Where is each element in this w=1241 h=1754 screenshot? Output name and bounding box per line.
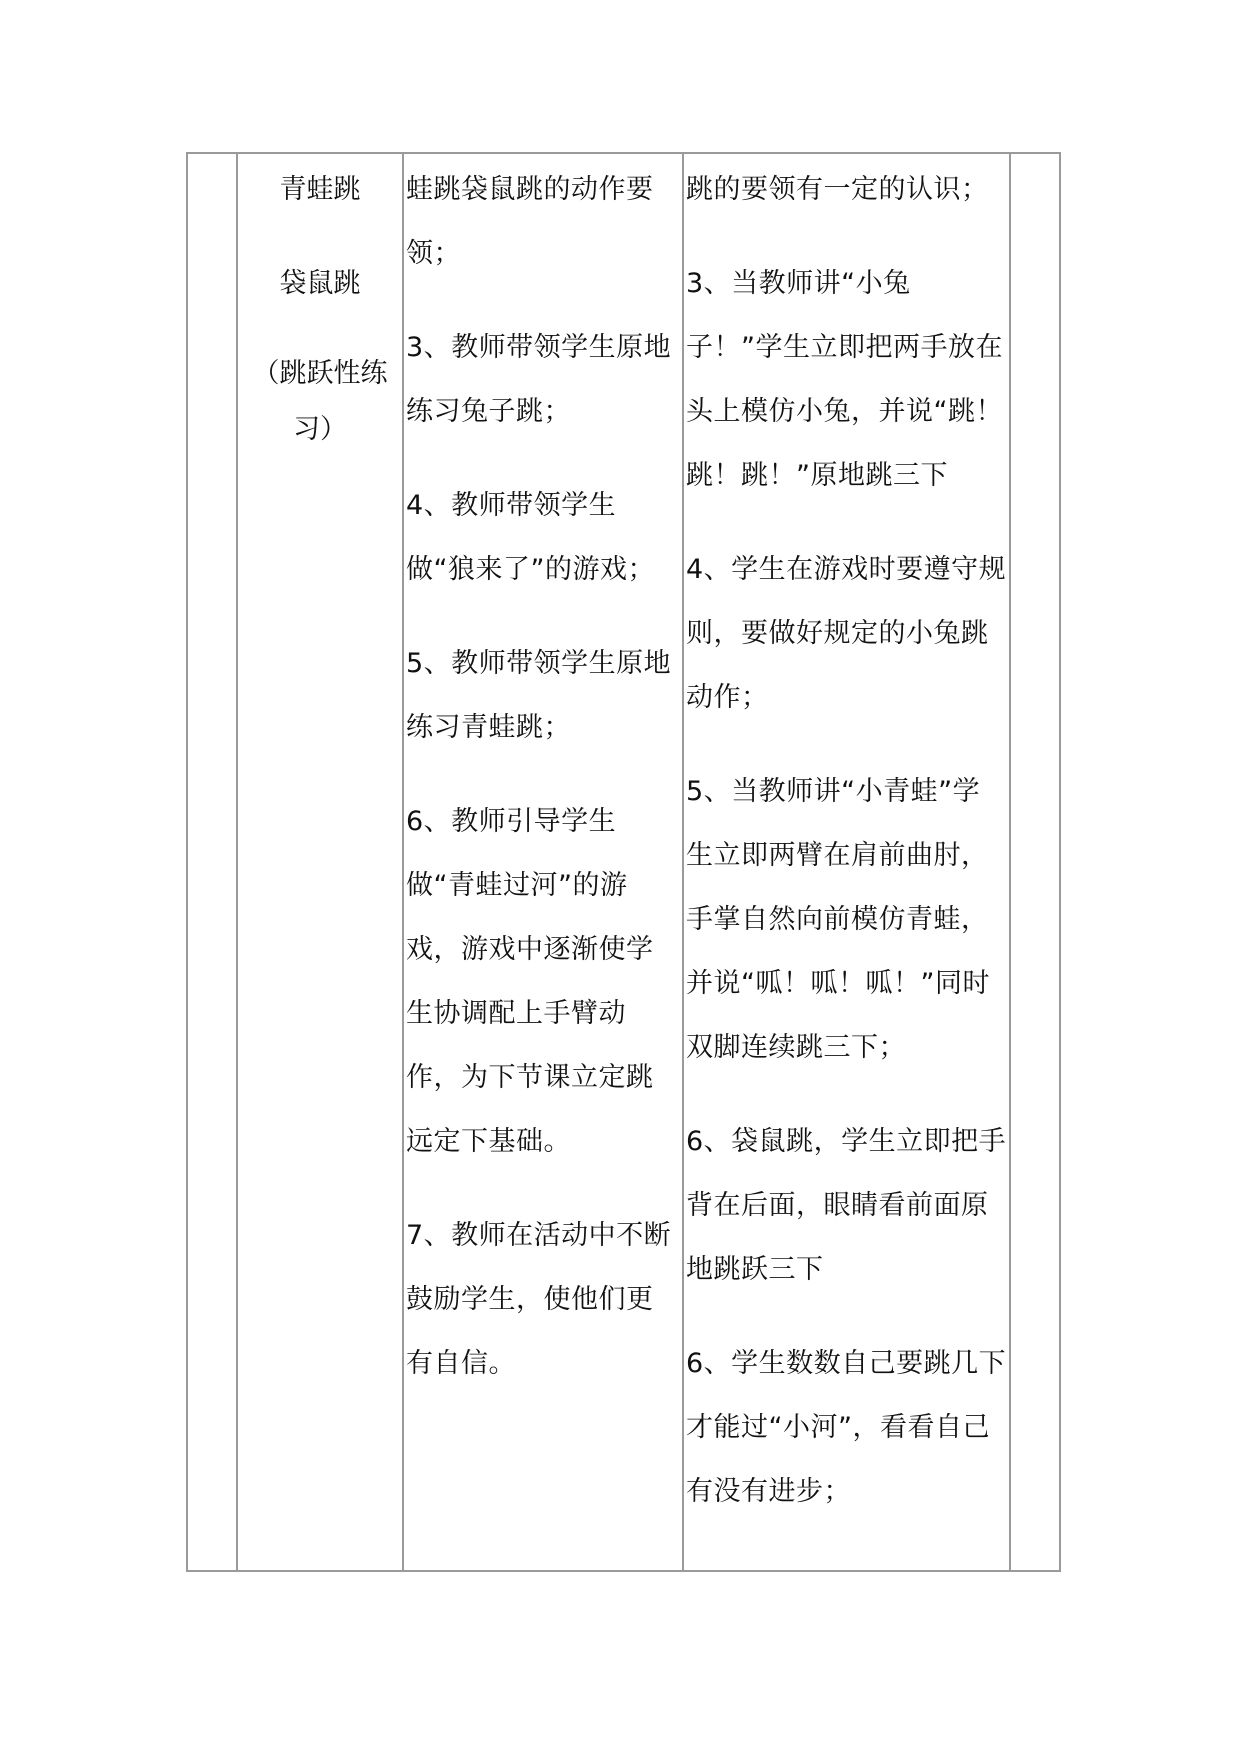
topic-cell — [237, 153, 403, 1571]
blank-left-cell — [187, 153, 237, 1571]
blank-right-cell — [1010, 153, 1060, 1571]
topic-line-kangaroo-jump: 袋鼠跳 — [279, 268, 361, 299]
student-activity-item: 跳的要领有一定的认识； — [686, 174, 989, 205]
lesson-plan-table — [186, 152, 1061, 1572]
student-activity-item: 5、当教师讲“小青蛙”学生立即两臂在肩前曲肘，手掌自然向前模仿青蛙，并说“呱！呱！呱！”同时双脚连续跳三下； — [686, 776, 990, 1063]
teacher-activities-cell — [403, 153, 683, 1571]
topic-line-frog-jump: 青蛙跳 — [279, 174, 361, 205]
teacher-activity-item: 6、教师引导学生做“青蛙过河”的游戏，游戏中逐渐使学生协调配上手臂动作，为下节课立定跳远定下基础。 — [406, 806, 654, 1157]
table-row — [187, 153, 1060, 1571]
student-activity-item: 6、袋鼠跳，学生立即把手背在后面，眼睛看前面原地跳跃三下 — [686, 1126, 1007, 1285]
teacher-activity-item: 蛙跳袋鼠跳的动作要领； — [406, 174, 654, 269]
teacher-activity-item: 3、教师带领学生原地练习兔子跳； — [406, 332, 672, 427]
teacher-activity-item: 7、教师在活动中不断鼓励学生，使他们更有自信。 — [406, 1220, 672, 1379]
teacher-activity-item: 4、教师带领学生做“狼来了”的游戏； — [406, 490, 655, 585]
student-activity-item: 4、学生在游戏时要遵守规则，要做好规定的小兔跳动作； — [686, 554, 1007, 713]
topic-line-note-2: 习） — [293, 414, 347, 445]
student-activities-cell — [683, 153, 1010, 1571]
teacher-activity-item: 5、教师带领学生原地练习青蛙跳； — [406, 648, 672, 743]
student-activity-item: 6、学生数数自己要跳几下才能过“小河”，看看自己有没有进步； — [686, 1348, 1007, 1507]
student-activity-item: 3、当教师讲“小兔子！”学生立即把两手放在头上模仿小兔，并说“跳！跳！跳！”原地跳三下 — [686, 268, 1003, 491]
topic-line-note-1: （跳跃性练 — [252, 358, 388, 389]
